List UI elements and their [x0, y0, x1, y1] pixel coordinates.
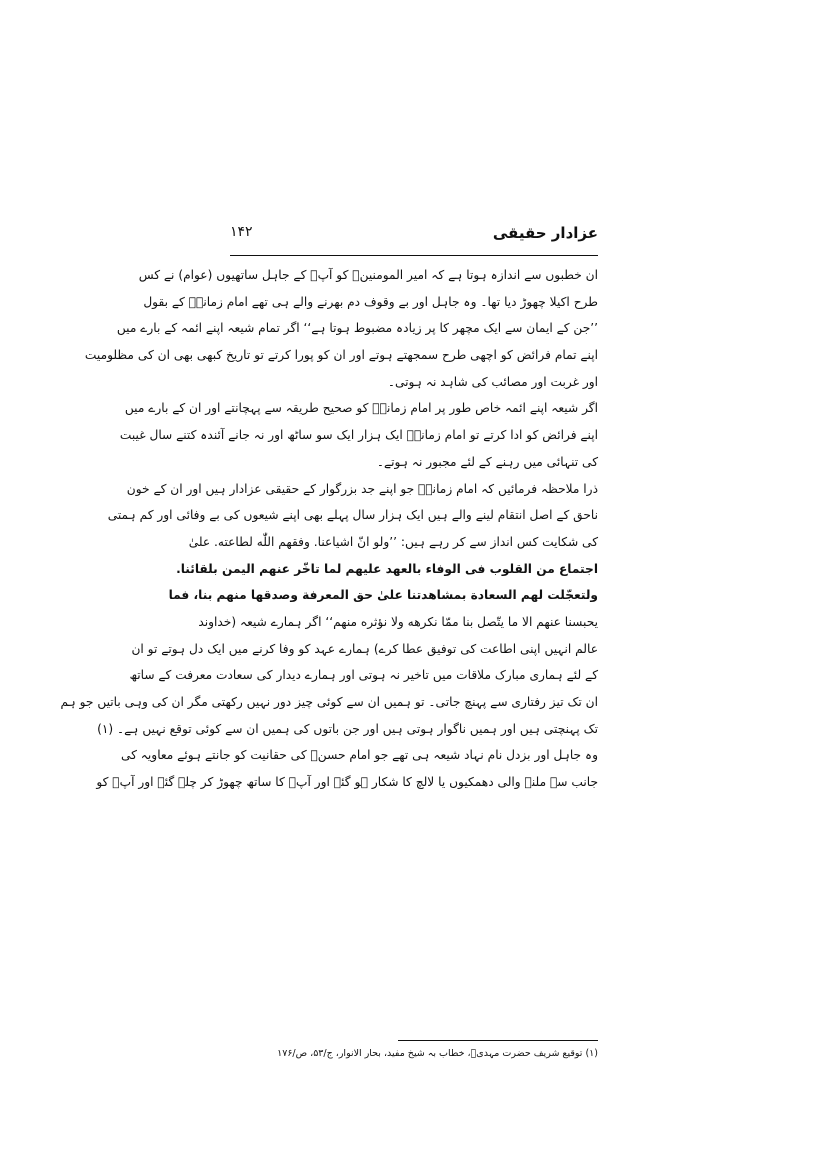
- text-line: اپنے فرائض کو ادا کرتے تو امام زمانہؑ ایک ہزار ایک سو ساٹھ اور نہ جانے آئندہ کتنے سال غیبت: [119, 428, 598, 443]
- header-divider: [230, 255, 598, 256]
- text-line: کی تنہائی میں رہنے کے لئے مجبور نہ ہوتے۔: [376, 454, 598, 469]
- text-line: تک پہنچتی ہیں اور ہمیں ناگوار ہوتی ہیں اور جن باتوں کی ہمیں ان سے کوئی توقع نہیں ہے۔ (۱): [97, 721, 598, 736]
- text-line: یحبسنا عنهم الا ما یتّصل بنا ممّا نکرهه ولا نؤثره منهم‘‘ اگر ہمارے شیعہ (خداوند: [198, 614, 598, 629]
- text-line: طرح اکیلا چھوڑ دیا تھا۔ وہ جاہل اور بے وقوف دم بھرنے والے ہی تھے امام زمانہؑ کے بقول: [143, 294, 598, 309]
- book-title: عزادار حقیقی: [492, 224, 598, 242]
- arabic-quote-line: اجتماع من القلوب فی الوفاء بالعهد علیهم لما تاخّر عنهم الیمن بلقائنا.: [176, 561, 598, 576]
- footnote: (۱) توقیع شریف حضرت مہدیؑ، خطاب بہ شیخ مفید، بحار الانوار، ج/۵۳، ص/۱۷۶: [277, 1048, 598, 1059]
- text-line: ان خطبوں سے اندازہ ہوتا ہے کہ امیر المومنینؑ کو آپؑ کے جاہل ساتھیوں (عوام) نے کس: [138, 268, 598, 282]
- text-line: عالم انہیں اپنی اطاعت کی توفیق عطا کرے) ہمارے عہد کو وفا کرنے میں ایک دل ہوتے تو ان: [131, 641, 598, 656]
- arabic-quote-line: ولتعجّلت لهم السعادة بمشاهدتنا علیٰ حق المعرفة وصدقها منهم بنا، فما: [168, 588, 598, 603]
- text-line: اگر شیعہ اپنے ائمہ خاص طور پر امام زمانہؑ کو صحیح طریقہ سے پہچانتے اور ان کے بارے میں: [124, 401, 598, 416]
- text-line: کی شکایت کس انداز سے کر رہے ہیں: ’’ولو انّ اشیاعنا. وفقهم اللّٰه لطاعته. علیٰ: [188, 534, 598, 549]
- text-line: ان تک تیز رفتاری سے پہنچ جاتی۔ تو ہمیں ان سے کوئی چیز دور نہیں رکھتی مگر ان کی وہی باتیں جو ہم: [60, 695, 598, 709]
- text-line: جانب سے ملنے والی دھمکیوں یا لالچ کا شکار ہو گئے اور آپؑ کا ساتھ چھوڑ کر چلے گئے اور آپؑ کو: [96, 775, 598, 790]
- text-line: ناحق کے اصل انتقام لینے والے ہیں ایک ہزار سال پہلے بھی اپنے شیعوں کی بے وفائی اور کم ہمتی: [107, 508, 598, 523]
- body-text: [60, 262, 598, 796]
- text-line: ’’جن کے ایمان سے ایک مچھر کا پر زیادہ مضبوط ہوتا ہے‘‘ اگر تمام شیعہ اپنے ائمہ کے بارے میں: [116, 321, 598, 336]
- text-line: کے لئے ہماری مبارک ملاقات میں تاخیر نہ ہوتی اور ہمارے دیدار کی سعادت معرفت کے ساتھ: [129, 668, 598, 683]
- text-line: اپنے تمام فرائض کو اچھی طرح سمجھتے ہوتے اور ان کو پورا کرتے تو تاریخ کبھی بھی ان کی مظلومیت: [84, 348, 598, 363]
- text-line: وہ جاہل اور بزدل نام نہاد شیعہ ہی تھے جو امام حسنؑ کی حقانیت کو جانتے ہوئے معاویہ کی: [120, 748, 598, 763]
- page-header: [230, 224, 598, 254]
- page-number: ۱۴۲: [230, 224, 253, 240]
- text-line: ذرا ملاحظہ فرمائیں کہ امام زمانہؑ جو اپنے جد بزرگوار کے حقیقی عزادار ہیں اور ان کے خون: [126, 481, 598, 496]
- footnote-divider: [398, 1040, 598, 1041]
- text-line: اور غربت اور مصائب کی شاہد نہ ہوتی۔: [387, 374, 598, 389]
